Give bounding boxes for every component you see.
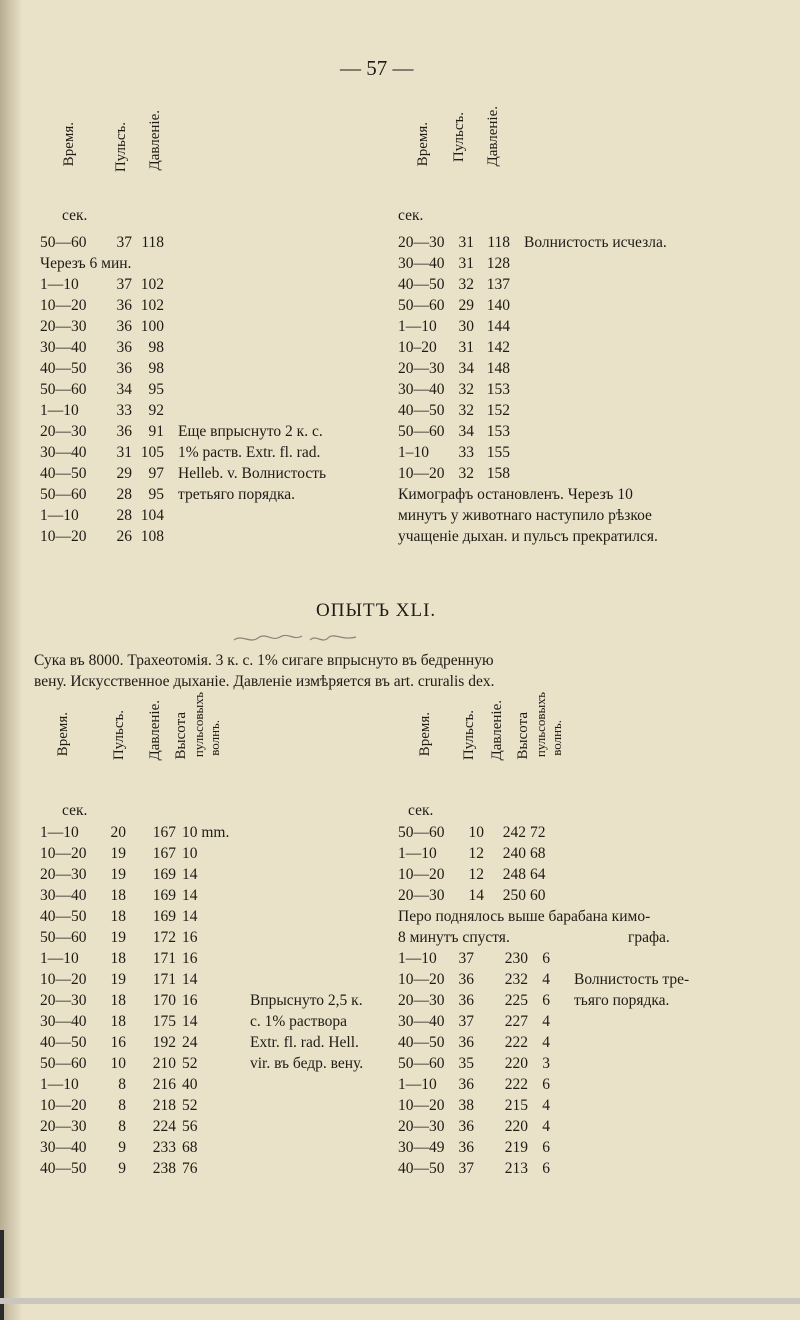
- time-cell: 30—49: [398, 1139, 445, 1156]
- header-pulse-waves: пульсовыхъ: [533, 692, 548, 758]
- time-cell: 40—50: [398, 402, 445, 419]
- pressure-cell: 102: [140, 297, 164, 314]
- pulse-cell: 12: [468, 845, 484, 862]
- pulse-cell: 37: [458, 1013, 474, 1030]
- wave-height-cell: 76: [182, 1160, 198, 1177]
- pulse-cell: 10: [468, 824, 484, 841]
- header-pressure: Давленіе.: [489, 700, 505, 761]
- pressure-cell: 233: [152, 1139, 176, 1156]
- time-cell: 1—10: [40, 950, 79, 967]
- time-cell: 30—40: [40, 339, 87, 356]
- time-cell: 1–10: [398, 444, 429, 461]
- pressure-cell: 248: [502, 866, 526, 883]
- pressure-cell: 240: [502, 845, 526, 862]
- pulse-cell: 18: [110, 1013, 126, 1030]
- pressure-cell: 169: [152, 908, 176, 925]
- unit-label: сек.: [62, 207, 88, 224]
- wave-height-cell: 14: [182, 971, 198, 988]
- pressure-cell: 153: [486, 381, 510, 398]
- pulse-cell: 14: [468, 887, 484, 904]
- pulse-cell: 37: [458, 1160, 474, 1177]
- pressure-cell: 140: [486, 297, 510, 314]
- time-cell: 40—50: [398, 1160, 445, 1177]
- time-cell: 20—30: [398, 887, 445, 904]
- pulse-cell: 32: [458, 276, 474, 293]
- wave-height-cell: 68: [182, 1139, 198, 1156]
- page-edge-mark: [0, 1230, 4, 1320]
- time-cell: 1—10: [40, 276, 79, 293]
- pulse-cell: 36: [116, 423, 132, 440]
- time-cell: 1—10: [398, 950, 437, 967]
- wave-height-cell: 16: [182, 992, 198, 1009]
- time-cell: 30—40: [40, 1013, 87, 1030]
- pressure-column: [126, 232, 164, 547]
- pressure-column: [490, 822, 526, 906]
- header-pulse: Пульсъ.: [461, 710, 477, 761]
- pressure-cell: 102: [140, 276, 164, 293]
- pressure-cell: 224: [152, 1118, 176, 1135]
- note-line: Волнистость тре-: [574, 971, 690, 988]
- pulse-column: [436, 948, 474, 1179]
- pressure-cell: 158: [486, 465, 510, 482]
- pulse-cell: 36: [458, 1034, 474, 1051]
- note-line: Впрыснуто 2,5 к.: [250, 992, 363, 1009]
- wave-height-cell: 6: [542, 1139, 550, 1156]
- time-cell: 40—50: [40, 465, 87, 482]
- time-cell: 1—10: [398, 318, 437, 335]
- pulse-cell: 32: [458, 465, 474, 482]
- header-height: Высота: [515, 712, 531, 760]
- pulse-cell: 37: [116, 276, 132, 293]
- wave-height-cell: 40: [182, 1076, 198, 1093]
- time-column: [398, 822, 445, 906]
- height-column: [530, 948, 550, 1179]
- pulse-cell: 36: [116, 360, 132, 377]
- time-column: [398, 232, 445, 484]
- note-line: Перо поднялось выше барабана кимо-: [398, 908, 651, 925]
- unit-label: сек.: [408, 802, 434, 819]
- time-cell: 10—20: [398, 971, 445, 988]
- note-line: учащеніе дыхан. и пульсъ прекратился.: [398, 528, 658, 545]
- wave-height-cell: 6: [542, 992, 550, 1009]
- pulse-cell: 18: [110, 887, 126, 904]
- pulse-cell: 16: [110, 1034, 126, 1051]
- wave-height-cell: 16: [182, 950, 198, 967]
- pressure-cell: 222: [504, 1076, 528, 1093]
- pressure-cell: 215: [504, 1097, 528, 1114]
- note-line: третьяго порядка.: [178, 486, 296, 503]
- pulse-cell: 37: [116, 234, 132, 251]
- unit-label: сек.: [398, 207, 424, 224]
- pressure-cell: 169: [152, 866, 176, 883]
- time-cell: 30—40: [40, 1139, 87, 1156]
- pulse-cell: 31: [458, 255, 474, 272]
- header-height: Высота: [173, 712, 189, 760]
- header-time: Время.: [55, 712, 71, 757]
- pressure-cell: 213: [504, 1160, 528, 1177]
- pulse-cell: 36: [116, 339, 132, 356]
- time-cell: 10—20: [40, 971, 87, 988]
- pulse-cell: 32: [458, 381, 474, 398]
- time-cell: 10—20: [398, 1097, 445, 1114]
- pulse-cell: 34: [458, 423, 474, 440]
- header-pulse-waves: пульсовыхъ: [191, 692, 206, 758]
- pulse-cell: 30: [458, 318, 474, 335]
- pressure-cell: 232: [504, 971, 528, 988]
- pulse-cell: 28: [116, 507, 132, 524]
- pulse-cell: 36: [458, 992, 474, 1009]
- wave-height-cell: 14: [182, 908, 198, 925]
- pressure-cell: 153: [486, 423, 510, 440]
- time-cell: 10—20: [398, 465, 445, 482]
- time-cell: 30—40: [398, 255, 445, 272]
- time-cell: 30—40: [398, 1013, 445, 1030]
- pulse-cell: 19: [110, 929, 126, 946]
- wave-height-cell: 52: [182, 1055, 198, 1072]
- time-cell: Черезъ 6 мин.: [40, 255, 132, 272]
- wave-height-cell: 6: [542, 1160, 550, 1177]
- wave-height-cell: 14: [182, 887, 198, 904]
- header-time: Время.: [61, 122, 77, 167]
- pressure-cell: 175: [152, 1013, 176, 1030]
- page-number: — 57 —: [340, 56, 414, 80]
- pressure-column: [476, 232, 510, 484]
- time-cell: 20—30: [40, 866, 87, 883]
- pulse-cell: 19: [110, 971, 126, 988]
- wave-height-cell: 14: [182, 866, 198, 883]
- wave-height-cell: 6: [542, 1076, 550, 1093]
- pulse-cell: 34: [458, 360, 474, 377]
- note-line: тьяго порядка.: [574, 992, 670, 1009]
- experiment-title: ОПЫТЪ XLI.: [316, 600, 437, 621]
- pressure-cell: 144: [486, 318, 510, 335]
- pen-note-end: графа.: [628, 929, 670, 946]
- pen-note-time: 8 минутъ спустя.: [398, 929, 510, 946]
- pressure-cell: 91: [148, 423, 164, 440]
- pressure-cell: 230: [504, 950, 528, 967]
- time-cell: 20—30: [40, 1118, 87, 1135]
- time-cell: 1—10: [40, 1076, 79, 1093]
- header-time: Время.: [415, 122, 431, 167]
- height-column: [182, 822, 229, 1179]
- time-cell: 40—50: [40, 1160, 87, 1177]
- pressure-column: [140, 822, 176, 1179]
- note-line: Еще впрыснуто 2 к. с.: [178, 423, 323, 440]
- time-cell: 50—60: [398, 824, 445, 841]
- time-cell: 20—30: [40, 992, 87, 1009]
- pulse-cell: 36: [458, 971, 474, 988]
- time-cell: 10—20: [40, 845, 87, 862]
- note-line: vir. въ бедр. вену.: [250, 1055, 364, 1072]
- pulse-cell: 26: [116, 528, 132, 545]
- description-line: вену. Искусственное дыханіе. Давленіе измѣряется въ art. cruralis dex.: [34, 673, 495, 690]
- pressure-cell: 137: [486, 276, 510, 293]
- time-cell: 50—60: [40, 929, 87, 946]
- pulse-cell: 36: [116, 297, 132, 314]
- time-cell: 50—60: [40, 234, 87, 251]
- waviness-note: [574, 969, 689, 1011]
- handwritten-scribble: [232, 632, 362, 646]
- pressure-cell: 98: [148, 360, 164, 377]
- time-cell: 50—60: [398, 1055, 445, 1072]
- pulse-column: [96, 822, 126, 1179]
- pulse-cell: 31: [458, 234, 474, 251]
- pressure-cell: 220: [504, 1055, 528, 1072]
- waviness-note: Волнистость исчезла.: [524, 234, 667, 251]
- pressure-cell: 92: [148, 402, 164, 419]
- pressure-cell: 118: [141, 234, 164, 251]
- header-time: Время.: [417, 712, 433, 757]
- wave-height-cell: 4: [542, 1118, 550, 1135]
- note-line: 1% раств. Extr. fl. rad.: [178, 444, 321, 461]
- pressure-cell: 216: [152, 1076, 176, 1093]
- time-cell: 1—10: [40, 402, 79, 419]
- pressure-cell: 210: [152, 1055, 176, 1072]
- time-cell: 40—50: [40, 908, 87, 925]
- note-line: Кимографъ остановленъ. Черезъ 10: [398, 486, 633, 503]
- pressure-cell: 152: [486, 402, 510, 419]
- header-pulse: Пульсъ.: [111, 710, 127, 761]
- pressure-cell: 250: [502, 887, 526, 904]
- pressure-cell: 171: [152, 950, 176, 967]
- header-pressure: Давленіе.: [485, 106, 501, 167]
- injection-note: [178, 421, 326, 505]
- wave-height-cell: 4: [542, 1013, 550, 1030]
- pressure-cell: 219: [504, 1139, 528, 1156]
- pulse-cell: 19: [110, 845, 126, 862]
- time-cell: 50—60: [40, 381, 87, 398]
- wave-height-cell: 14: [182, 1013, 198, 1030]
- pulse-cell: 9: [118, 1160, 126, 1177]
- time-cell: 50—60: [40, 1055, 87, 1072]
- pressure-cell: 167: [152, 824, 176, 841]
- description-line: Сука въ 8000. Трахеотомія. 3 к. с. 1% сигаге впрыснуто въ бедренную: [34, 652, 494, 669]
- wave-height-cell: 4: [542, 1097, 550, 1114]
- time-column: [40, 822, 87, 1179]
- time-cell: 40—50: [40, 360, 87, 377]
- pulse-cell: 12: [468, 866, 484, 883]
- pressure-cell: 97: [148, 465, 164, 482]
- pressure-cell: 171: [152, 971, 176, 988]
- time-cell: 20—30: [398, 992, 445, 1009]
- wave-height-cell: 60: [530, 887, 546, 904]
- pressure-cell: 95: [148, 486, 164, 503]
- pulse-cell: 32: [458, 402, 474, 419]
- scan-bottom-edge: [0, 1298, 800, 1304]
- pressure-cell: [126, 253, 164, 274]
- pulse-cell: 9: [118, 1139, 126, 1156]
- header-waves: волнъ.: [549, 720, 564, 756]
- pulse-cell: 18: [110, 992, 126, 1009]
- pulse-cell: 36: [458, 1118, 474, 1135]
- wave-height-cell: 6: [542, 950, 550, 967]
- pulse-cell: 8: [118, 1076, 126, 1093]
- pressure-cell: 108: [140, 528, 164, 545]
- time-cell: 30—40: [40, 887, 87, 904]
- pressure-cell: 218: [152, 1097, 176, 1114]
- pressure-cell: 170: [152, 992, 176, 1009]
- pulse-cell: 19: [110, 866, 126, 883]
- pressure-cell: 118: [487, 234, 510, 251]
- wave-height-cell: 4: [542, 971, 550, 988]
- time-cell: 40—50: [398, 1034, 445, 1051]
- pulse-column: [446, 232, 474, 484]
- wave-height-cell: 56: [182, 1118, 198, 1135]
- time-cell: 40—50: [40, 1034, 87, 1051]
- wave-height-cell: 68: [530, 845, 546, 862]
- pressure-cell: 104: [140, 507, 164, 524]
- time-cell: 10—20: [40, 1097, 87, 1114]
- header-pulse: Пульсъ.: [113, 122, 129, 173]
- pressure-cell: 242: [502, 824, 526, 841]
- time-cell: 10—20: [398, 866, 445, 883]
- pulse-cell: 36: [458, 1076, 474, 1093]
- time-cell: 50—60: [40, 486, 87, 503]
- pressure-cell: 192: [152, 1034, 176, 1051]
- pressure-cell: 98: [148, 339, 164, 356]
- pressure-cell: 142: [486, 339, 510, 356]
- note-line: с. 1% раствора: [250, 1013, 348, 1030]
- pressure-cell: 172: [152, 929, 176, 946]
- pressure-cell: 227: [504, 1013, 528, 1030]
- pressure-cell: 155: [486, 444, 510, 461]
- time-cell: 1—10: [40, 824, 79, 841]
- wave-height-cell: 4: [542, 1034, 550, 1051]
- wave-height-cell: 52: [182, 1097, 198, 1114]
- header-pressure: Давленіе.: [147, 700, 163, 761]
- wave-height-cell: 10: [182, 845, 198, 862]
- pressure-cell: 169: [152, 887, 176, 904]
- pulse-cell: 18: [110, 908, 126, 925]
- time-cell: 10—20: [40, 528, 87, 545]
- note-line: минутъ у животнаго наступило рѣзкое: [398, 507, 652, 524]
- time-cell: 30—40: [398, 381, 445, 398]
- wave-height-cell: 64: [530, 866, 546, 883]
- time-cell: 10—20: [40, 297, 87, 314]
- pressure-cell: 225: [504, 992, 528, 1009]
- pulse-cell: 8: [118, 1097, 126, 1114]
- pressure-cell: 95: [148, 381, 164, 398]
- pulse-cell: 35: [458, 1055, 474, 1072]
- kymograph-note: [398, 484, 658, 547]
- wave-height-cell: 72: [530, 824, 546, 841]
- time-cell: 20—30: [40, 423, 87, 440]
- injection-note: [250, 990, 363, 1074]
- wave-height-cell: 16: [182, 929, 198, 946]
- pulse-cell: 36: [116, 318, 132, 335]
- pulse-cell: 18: [110, 950, 126, 967]
- pressure-cell: 105: [140, 444, 164, 461]
- wave-height-cell: 3: [542, 1055, 550, 1072]
- header-pressure: Давленіе.: [147, 110, 163, 171]
- time-cell: 20—30: [398, 234, 445, 251]
- header-waves: волнъ.: [207, 720, 222, 756]
- time-cell: 50—60: [398, 423, 445, 440]
- pulse-cell: 33: [116, 402, 132, 419]
- time-cell: 30—40: [40, 444, 87, 461]
- time-cell: 1—10: [40, 507, 79, 524]
- unit-label: сек.: [62, 802, 88, 819]
- pulse-cell: 36: [458, 1139, 474, 1156]
- pressure-column: [488, 948, 528, 1179]
- pulse-cell: 10: [110, 1055, 126, 1072]
- pulse-cell: 37: [458, 950, 474, 967]
- pressure-cell: 167: [152, 845, 176, 862]
- time-cell: 20—30: [398, 360, 445, 377]
- pressure-cell: 100: [140, 318, 164, 335]
- pulse-cell: 34: [116, 381, 132, 398]
- wave-height-cell: 10 mm.: [182, 824, 230, 841]
- note-line: Helleb. v. Волнистость: [178, 465, 327, 482]
- pulse-cell: 29: [116, 465, 132, 482]
- pressure-cell: 148: [486, 360, 510, 377]
- pressure-cell: 238: [152, 1160, 176, 1177]
- pulse-column: [454, 822, 484, 906]
- pulse-cell: 31: [116, 444, 132, 461]
- pulse-cell: 31: [458, 339, 474, 356]
- pulse-cell: 8: [118, 1118, 126, 1135]
- binding-shadow: [0, 0, 22, 1320]
- pulse-cell: 29: [458, 297, 474, 314]
- time-cell: 50—60: [398, 297, 445, 314]
- wave-height-cell: 24: [182, 1034, 198, 1051]
- time-cell: 1—10: [398, 845, 437, 862]
- pen-note: [398, 906, 650, 927]
- time-cell: 10–20: [398, 339, 437, 356]
- pulse-cell: 20: [110, 824, 126, 841]
- pressure-cell: 128: [486, 255, 510, 272]
- pulse-cell: 33: [458, 444, 474, 461]
- pressure-cell: 222: [504, 1034, 528, 1051]
- pulse-cell: 38: [458, 1097, 474, 1114]
- time-cell: 40—50: [398, 276, 445, 293]
- pressure-cell: 220: [504, 1118, 528, 1135]
- header-pulse: Пульсъ.: [451, 112, 467, 163]
- time-cell: 20—30: [398, 1118, 445, 1135]
- time-cell: 20—30: [40, 318, 87, 335]
- experiment-description: [34, 650, 494, 692]
- time-cell: 1—10: [398, 1076, 437, 1093]
- pulse-cell: 28: [116, 486, 132, 503]
- height-column: [530, 822, 546, 906]
- note-line: Extr. fl. rad. Hell.: [250, 1034, 359, 1051]
